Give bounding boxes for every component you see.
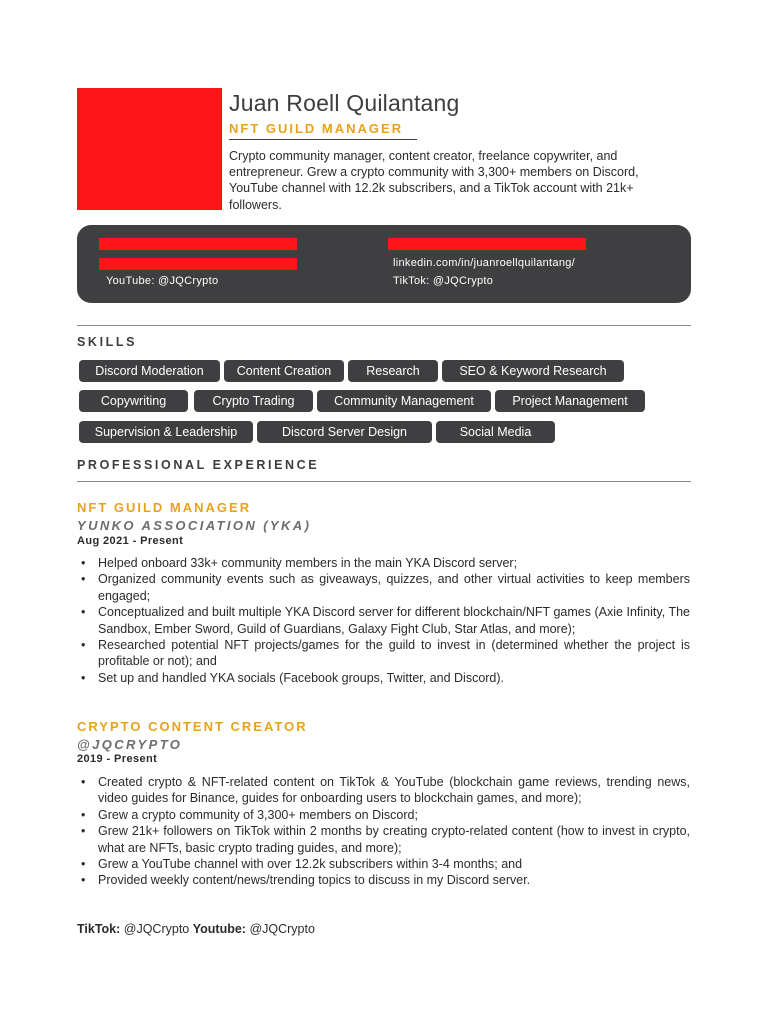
footer-tiktok-value: @JQCrypto [120,922,193,936]
job-dates: Aug 2021 - Present [77,535,184,547]
skill-chip: Content Creation [224,360,344,382]
skill-chip: Supervision & Leadership [79,421,253,443]
contact-panel [77,225,691,303]
skill-chip: Discord Server Design [257,421,432,443]
bullet-item: • Set up and handled YKA socials (Facebook groups, Twitter, and Discord). [98,670,690,686]
redacted-location [388,238,586,250]
skill-chip: Social Media [436,421,555,443]
redacted-phone [99,258,297,270]
skill-chip: Discord Moderation [79,360,220,382]
bullet-item: • Helped onboard 33k+ community members in the main YKA Discord server; [98,555,690,571]
footer-youtube-label: Youtube: [192,922,246,936]
job-bullets [98,774,690,889]
job-organization: YUNKO ASSOCIATION (YKA) [77,518,312,533]
bullet-item: • Conceptualized and built multiple YKA Discord server for different blockchain/NFT games (Axie Infinity, The Sandbox, Ember Sword, Guild of Guardians, Galaxy Fight Club, Star Atlas, and more); [98,604,690,637]
candidate-role: NFT GUILD MANAGER [229,121,417,140]
skill-chip: Copywriting [79,390,188,412]
divider [77,325,691,326]
skills-heading: SKILLS [77,335,138,349]
contact-linkedin-link[interactable]: linkedin.com/in/juanroellquilantang/ [393,257,576,269]
bullet-item: • Grew 21k+ followers on TikTok within 2 months by creating crypto-related content (how to invest in crypto, what are NFTs, basic crypto trading guides, and more); [98,823,690,856]
bullet-item: • Grew a YouTube channel with over 12.2k subscribers within 3-4 months; and [98,856,690,872]
footer-tiktok-label: TikTok: [77,922,121,936]
skill-chip: Project Management [495,390,645,412]
bullet-item: • Researched potential NFT projects/games for the guild to invest in (determined whether the project is profitable or not); and [98,637,690,670]
skill-chip: Research [348,360,438,382]
footer-youtube-value: @JQCrypto [245,922,315,936]
bullet-item: • Created crypto & NFT-related content on TikTok & YouTube (blockchain game reviews, trending news, video guides for Binance, guides for onboarding users to blockchain games, and more); [98,774,690,807]
job-title: NFT GUILD MANAGER [77,500,252,515]
job-dates: 2019 - Present [77,753,158,765]
redacted-email [99,238,297,250]
contact-youtube: YouTube: @JQCrypto [106,275,219,287]
bullet-item: • Provided weekly content/news/trending topics to discuss in my Discord server. [98,872,690,888]
candidate-name: Juan Roell Quilantang [229,90,460,116]
skill-chip: Community Management [317,390,491,412]
contact-tiktok: TikTok: @JQCrypto [393,275,494,287]
bullet-item: • Grew a crypto community of 3,300+ members on Discord; [98,807,690,823]
footer-socials [77,922,315,936]
skill-chip: Crypto Trading [194,390,313,412]
skill-chip: SEO & Keyword Research [442,360,624,382]
job-organization: @JQCRYPTO [77,737,183,752]
profile-photo-redacted [77,88,222,210]
bullet-item: • Organized community events such as giveaways, quizzes, and other virtual activities to keep members engaged; [98,571,690,604]
candidate-bio: Crypto community manager, content creator, freelance copywriter, and entrepreneur. Grew a crypto community with 3,300+ members on Discord, YouTube channel with 12.2k subscribers, and a TikTok account with 21k+ followers. [229,149,639,212]
job-title: CRYPTO CONTENT CREATOR [77,719,308,734]
job-bullets [98,555,690,686]
divider [77,481,691,482]
experience-heading: PROFESSIONAL EXPERIENCE [77,458,320,472]
